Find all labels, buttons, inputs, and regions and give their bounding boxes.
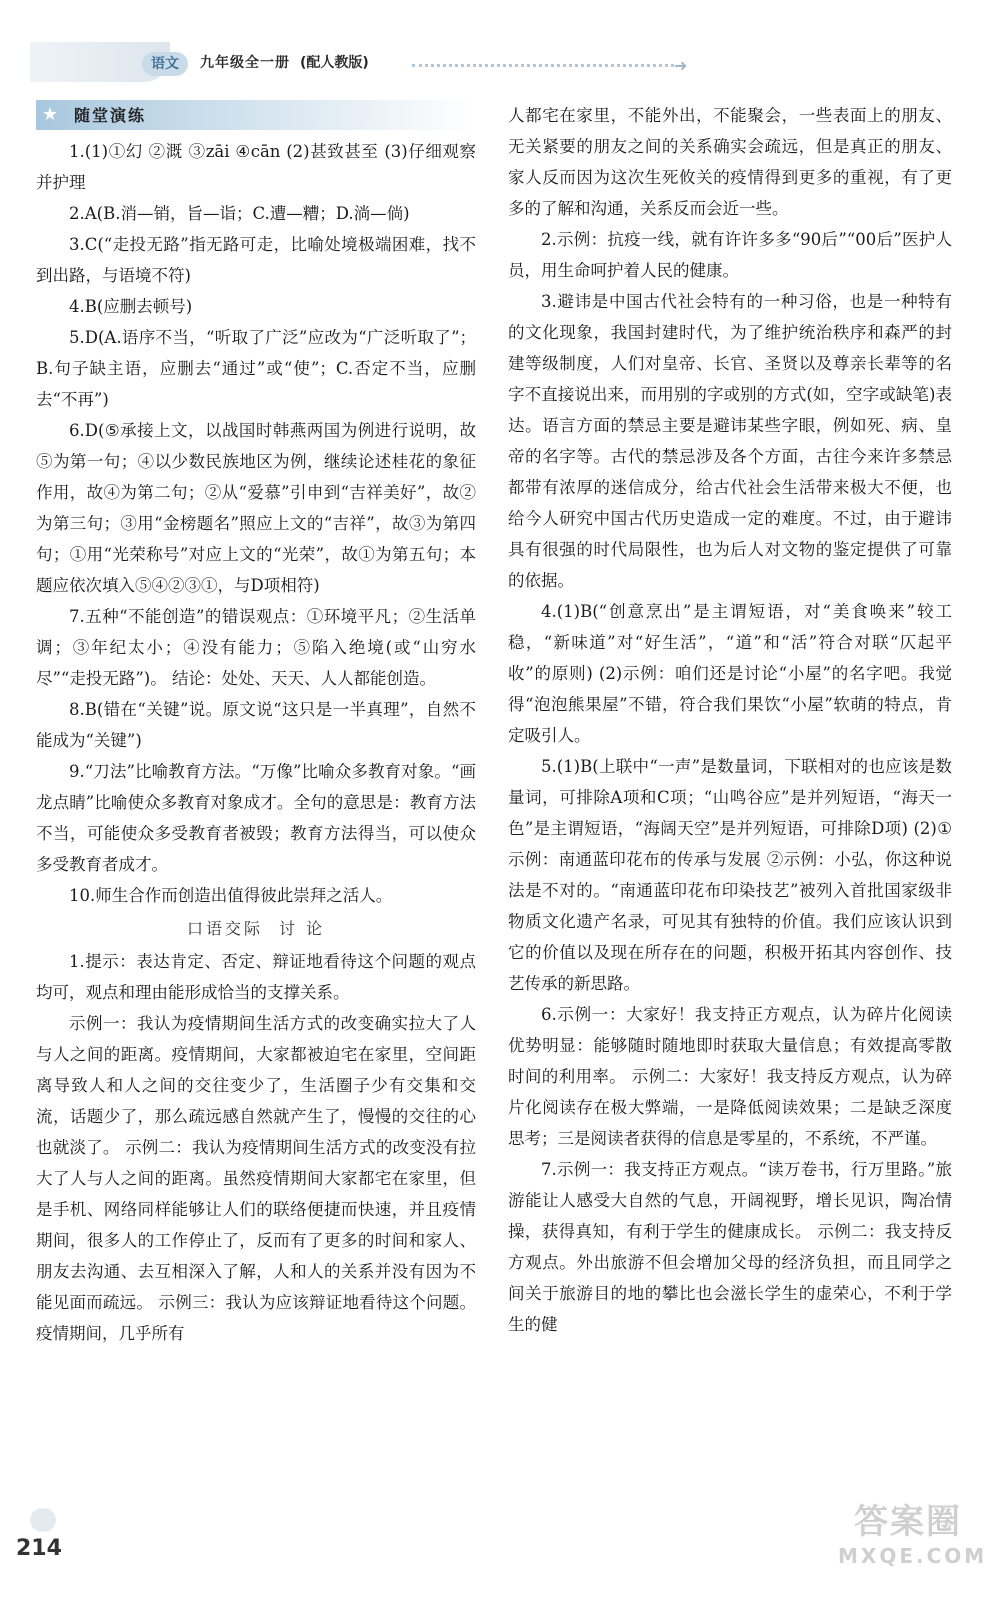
answer-item: 1.(1)①幻 ②溉 ③zāi ④cān (2)甚致甚至 (3)仔细观察并护理 xyxy=(36,142,476,192)
answer-item: 5.(1)B(上联中“一声”是数量词，下联相对的也应该是数量词，可排除A项和C项；“山鸣谷应”是并列短语，“海天一色”是主谓短语，“海阔天空”是并列短语，可排除D项) (2)①示例：南通蓝印花布的传承与发展 ②示例：小弘，你这种说法是不对的。“南通蓝印花布印染技艺”被列入首批国家级非物质文化遗产名录，可见其有独特的价值。我们应该认识到它的价值以及现在所存在的问题，积极开拓其内容创作、技艺传承的新思路。 xyxy=(508,757,952,993)
answer-item: 4.B(应删去顿号) xyxy=(69,297,193,316)
answer-item: 7.示例一：我支持正方观点。“读万卷书，行万里路。”旅游能让人感受大自然的气息，开阔视野，增长见识，陶冶情操，获得真知，有利于学生的健康成长。 示例二：我支持反方观点。外出旅游不但会增加父母的经济负担，而且同学之间关于旅游目的地的攀比也会滋长学生的虚荣心，不利于学生的健 xyxy=(508,1160,952,1334)
answer-item: 6.示例一：大家好！我支持正方观点，认为碎片化阅读优势明显：能够随时随地即时获取大量信息；有效提高零散时间的利用率。 示例二：大家好！我支持反方观点，认为碎片化阅读存在极大弊端，一是降低阅读效果；二是缺乏深度思考；三是阅读者获得的信息是零星的，不系统，不严谨。 xyxy=(508,1005,952,1148)
answer-item: 2.示例：抗疫一线，就有许许多多“90后”“00后”医护人员，用生命呵护着人民的健康。 xyxy=(508,230,952,280)
star-icon: ★ xyxy=(41,104,59,125)
answer-item: 4.(1)B(“创意烹出”是主谓短语，对“美食唤来”较工稳，“新味道”对“好生活”，“道”和“活”符合对联“仄起平收”的原则) (2)示例：咱们还是讨论“小屋”的名字吧。我觉得“泡泡熊果屋”不错，符合我们果饮“小屋”软萌的特点，肯定吸引人。 xyxy=(508,602,952,745)
page-header xyxy=(0,0,996,100)
answer-item: 6.D(⑤承接上文，以战国时韩燕两国为例进行说明，故⑤为第一句；④以少数民族地区为例，继续论述桂花的象征作用，故④为第二句；②从“爱慕”引申到“吉祥美好”，故②为第三句；③用“金榜题名”照应上文的“吉祥”，故③为第四句；①用“光荣称号”对应上文的“光荣”，故①为第五句；本题应依次填入⑤④②③①，与D项相符) xyxy=(36,421,476,595)
book-title: 九年级全一册 xyxy=(200,55,290,71)
oral-paragraph: 1.提示：表达肯定、否定、辩证地看待这个问题的观点均可，观点和理由能形成恰当的支撑关系。 xyxy=(36,952,476,1002)
answer-item: 5.D(A.语序不当，“听取了广泛”应改为“广泛听取了”；B.句子缺主语，应删去“通过”或“使”；C.否定不当，应删去“不再”) xyxy=(36,328,476,409)
oral-subheading xyxy=(36,913,476,944)
edition-label: (配人教版) xyxy=(300,55,369,71)
watermark-logo xyxy=(838,1500,988,1568)
right-column xyxy=(508,100,952,1340)
section-header xyxy=(36,100,476,130)
page-number: 214 xyxy=(16,1536,62,1561)
answer-item: 2.A(B.消—销，旨—诣；C.遭—糟；D.淌—倘) xyxy=(69,204,410,223)
answer-item: 10.师生合作而创造出值得彼此崇拜之活人。 xyxy=(69,886,393,905)
watermark-bottom: MXQE.COM xyxy=(838,1544,988,1568)
oral-paragraph: 示例一：我认为疫情期间生活方式的改变确实拉大了人与人之间的距离。疫情期间，大家都被迫宅在家里，空间距离导致人和人之间的交往变少了，生活圈子少有交集和交流，话题少了，那么疏远感自然就产生了，慢慢的交往的心也就淡了。 示例二：我认为疫情期间生活方式的改变没有拉大了人与人之间的距离。虽然疫情期间大家都宅在家里，但是手机、网络同样能够让人们的联络便捷而快速，并且疫情期间，很多人的工作停止了，反而有了更多的时间和家人、朋友去沟通、去互相深入了解，人和人的关系并没有因为不能见面而疏远。 示例三：我认为应该辩证地看待这个问题。疫情期间，几乎所有 xyxy=(36,1014,476,1343)
header-dotted-line xyxy=(412,64,674,67)
oral-title: 口语交际 xyxy=(186,919,263,938)
arrow-icon: ➜ xyxy=(674,56,688,75)
oral-topic: 讨 论 xyxy=(278,919,326,938)
answer-item: 9.“刀法”比喻教育方法。“万像”比喻众多教育对象。“画龙点睛”比喻使众多教育对象成才。全句的意思是：教育方法不当，可能使众多受教育者被毁；教育方法得当，可以使众多受教育者成才。 xyxy=(36,762,476,874)
answer-item: 8.B(错在“关键”说。原文说“这只是一半真理”，自然不能成为“关键”) xyxy=(36,700,476,750)
answer-item: 7.五种“不能创造”的错误观点：①环境平凡；②生活单调；③年纪太小；④没有能力；⑤陷入绝境(或“山穷水尽”“走投无路”)。 结论：处处、天天、人人都能创造。 xyxy=(36,607,476,688)
subject-tag: 语文 xyxy=(142,52,188,76)
answer-item: 3.避讳是中国古代社会特有的一种习俗，也是一种特有的文化现象，我国封建时代，为了维护统治秩序和森严的封建等级制度，人们对皇帝、长官、圣贤以及尊亲长辈等的名字不直接说出来，而用别的字或别的方式(如，空字或缺笔)表达。语言方面的禁忌主要是避讳某些字眼，例如死、病、皇帝的名字等。古代的禁忌涉及各个方面，古往今来许多禁忌都带有浓厚的迷信成分，给古代社会生活带来极大不便，也给今人研究中国古代历史造成一定的难度。不过，由于避讳具有很强的时代局限性，也为后人对文物的鉴定提供了可靠的依据。 xyxy=(508,292,952,590)
watermark-top: 答案圈 xyxy=(854,1502,962,1542)
left-column xyxy=(36,100,476,1349)
answer-item: 3.C(“走投无路”指无路可走，比喻处境极端困难，找不到出路，与语境不符) xyxy=(36,235,476,285)
apple-icon xyxy=(30,1508,56,1532)
continued-paragraph: 人都宅在家里，不能外出，不能聚会，一些表面上的朋友、无关紧要的朋友之间的关系确实会疏远，但是真正的朋友、家人反而因为这次生死攸关的疫情得到更多的重视，有了更多的了解和沟通，关系反而会近一些。 xyxy=(508,106,952,218)
section-title: 随堂演练 xyxy=(74,105,147,125)
